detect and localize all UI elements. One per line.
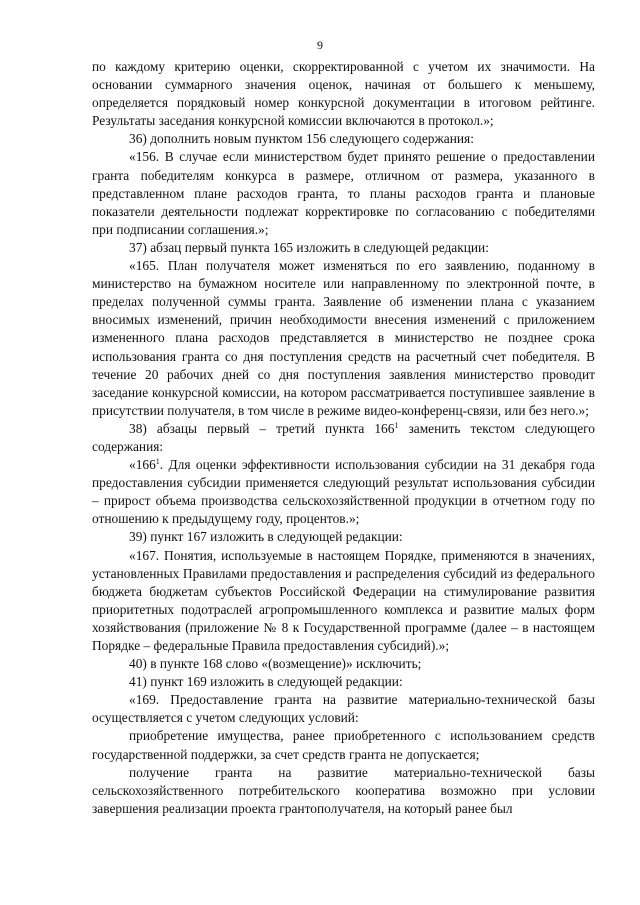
paragraph	[92, 420, 595, 456]
paragraph: «165. План получателя может изменяться по его заявлению, поданному в министерство на бумажном носителе или направленному по электронной почте, в пределах полученной суммы гранта. Заявление об изменении плана с указанием вносимых изменений, причин необходимости внесения изменений с приложением измененного плана расходов представляется в министерство не позднее срока использования гранта со дня поступления средств на расчетный счет победителя. В течение 20 рабочих дней со дня поступления заявления министерство проводит заседание конкурсной комиссии, на котором рассматривается поступившее заявление в присутствии получателя, в том числе в режиме видео-конференц-связи, или без него.»;	[92, 258, 595, 418]
paragraph-text: 38) абзацы первый – третий пункта 166	[129, 420, 395, 436]
paragraph: 41) пункт 169 изложить в следующей редакции:	[129, 674, 403, 690]
paragraph-text: «166	[129, 457, 156, 473]
paragraph: 40) в пункте 168 слово «(возмещение)» исключить;	[129, 656, 422, 672]
paragraph: получение гранта на развитие материально-технической базы сельскохозяйственного потребительского кооператива возможно при условии завершения реализации проекта грантополучателя, на который ранее был	[92, 764, 595, 816]
paragraph: «167. Понятия, используемые в настоящем Порядке, применяются в значениях, установленных Правилами предоставления и распределения субсидий из федерального бюджета бюджетам субъектов Российской Федерации на стимулирование развития приоритетных подотраслей агропромышленного комплекса и развитие малых форм хозяйствования (приложение № 8 к Государственной программе (далее – в настоящем Порядке – федеральные Правила предоставления субсидий).»;	[92, 547, 595, 653]
paragraph	[92, 456, 595, 528]
superscript: 1	[394, 420, 399, 430]
paragraph: «156. В случае если министерством будет принято решение о предоставлении гранта победителям конкурса в размере, отличном от размера, указанного в представленном плане расходов гранта, то планы расходов гранта и плановые показатели деятельности подлежат корректировке по согласованию с победителями при подписании соглашения.»;	[92, 149, 595, 237]
paragraph: 39) пункт 167 изложить в следующей редакции:	[129, 529, 403, 545]
superscript: 1	[155, 457, 160, 467]
paragraph-text: заменить текстом следующего содержания:	[92, 420, 595, 454]
page-number: 9	[317, 38, 323, 52]
paragraph: «169. Предоставление гранта на развитие материально-технической базы осуществляется с учетом следующих условий:	[92, 692, 595, 726]
paragraph: приобретение имущества, ранее приобретенного с использованием средств государственной поддержки, за счет средств гранта не допускается;	[92, 728, 595, 762]
paragraph: по каждому критерию оценки, скорректированной с учетом их значимости. На основании суммарного значения оценок, начиная от большего к меньшему, определяется порядковый номер конкурсной документации в итоговом рейтинге. Результаты заседания конкурсной комиссии включаются в протокол.»;	[92, 59, 595, 129]
paragraph-text: . Для оценки эффективности использования субсидии на 31 декабря года предоставления субсидии применяется следующий результат использования субсидии – прирост объема производства сельскохозяйственной продукции в отчетном году по отношению к предыдущему году, процентов.»;	[92, 457, 595, 527]
paragraph: 37) абзац первый пункта 165 изложить в следующей редакции:	[129, 239, 489, 255]
document-body	[92, 58, 595, 818]
paragraph: 36) дополнить новым пунктом 156 следующего содержания:	[129, 131, 474, 147]
